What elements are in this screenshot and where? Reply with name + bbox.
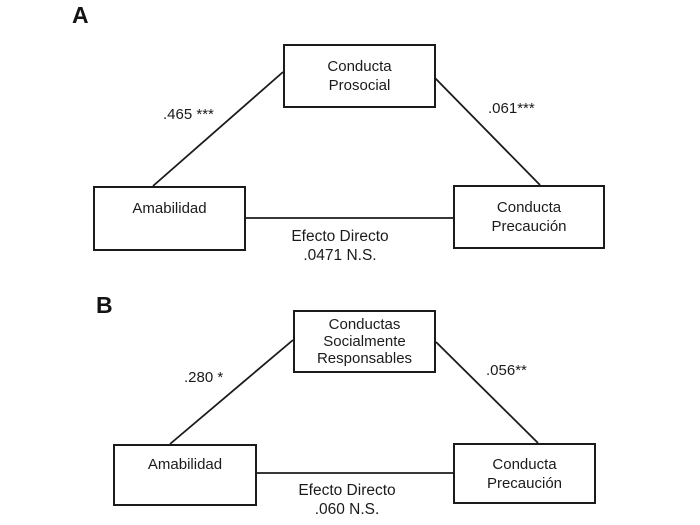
panel-a-predictor-box (93, 186, 246, 251)
panel-a-outcome-box (453, 185, 605, 249)
panel-b-mediator-line3: Responsables (316, 350, 413, 367)
panel-a-mediator-box (283, 44, 436, 108)
panel-b-mediator-line2: Socialmente (323, 333, 406, 350)
panel-a-path-b-line (435, 78, 540, 185)
panel-b-predictor-label: Amabilidad (147, 456, 223, 473)
panel-b-direct-effect-label (267, 481, 427, 519)
panel-b-mediator-line1: Conductas (328, 316, 401, 333)
panel-b-path-b-line (436, 342, 538, 443)
panel-b-label: B (96, 292, 114, 318)
panel-b-outcome-line1: Conducta (492, 455, 557, 473)
panel-b-direct-effect-line1: Efecto Directo (298, 482, 396, 499)
panel-a-label: A (72, 2, 90, 28)
panel-b-path-a-coefficient: .280 * (184, 369, 224, 386)
panel-a-outcome-line2: Precaución (491, 218, 567, 235)
panel-b-predictor-box (113, 444, 257, 506)
panel-b-path-b-coefficient: .056** (486, 362, 527, 379)
panel-a-path-a-coefficient: .465 *** (163, 106, 214, 123)
panel-b-path-a-line (170, 340, 293, 444)
panel-a-mediator-line1: Conducta (327, 58, 392, 75)
panel-a-mediator-line2: Prosocial (328, 77, 391, 94)
panel-a-direct-effect-label (260, 227, 420, 265)
panel-b-outcome-line2: Precaución (486, 474, 563, 492)
panel-b-mediator-box (293, 310, 436, 373)
panel-a-direct-effect-line1: Efecto Directo (291, 228, 389, 245)
panel-a-path-b-coefficient: .061*** (488, 100, 535, 117)
panel-a-direct-effect-line2: .0471 N.S. (303, 247, 377, 264)
panel-b-outcome-box (453, 443, 596, 504)
panel-b-direct-effect-line2: .060 N.S. (314, 501, 380, 518)
panel-a-outcome-line1: Conducta (496, 199, 562, 216)
panel-a-path-a-line (153, 72, 283, 186)
panel-a-predictor-label: Amabilidad (132, 200, 207, 217)
